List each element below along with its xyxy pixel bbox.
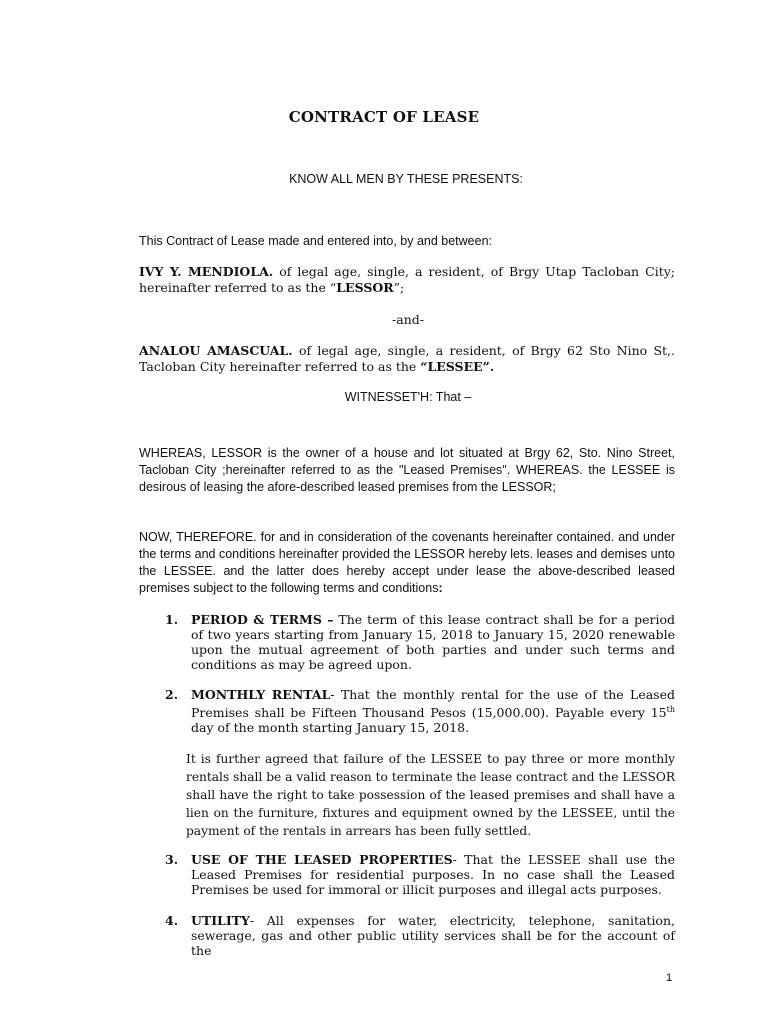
- clause-2: [165, 687, 675, 735]
- lessor-description-end: ”;: [393, 280, 405, 295]
- now-therefore-text: NOW, THEREFORE. for and in consideration of the covenants hereinafter contained. and under the terms and conditions hereinafter provided the LESSOR hereby lets. leases and demises unto the LESSEE. and the latter does hereby accept under lease the above-described leased premises subject to the following terms and conditions: [139, 530, 675, 595]
- and-separator: -and-: [392, 312, 424, 327]
- further-paragraph: It is further agreed that failure of the LESSEE to pay three or more monthly rentals shall be a valid reason to terminate the lease contract and the LESSOR shall have the right to take possession of the leased premises and shall have a lien on the furniture, fixtures and equipment owned by the LESSEE, until the payment of the rentals in arrears has been fully settled.: [186, 752, 675, 838]
- now-therefore-paragraph: [139, 529, 675, 597]
- page-number: 1: [666, 972, 673, 984]
- clause-2-superscript: th: [666, 705, 675, 714]
- clause-1: [165, 612, 675, 672]
- clause-2-heading: MONTHLY RENTAL: [191, 687, 331, 702]
- presents-heading: KNOW ALL MEN BY THESE PRESENTS:: [289, 172, 523, 186]
- clause-4-heading: UTILITY: [191, 913, 250, 928]
- document-title: CONTRACT OF LEASE: [288, 108, 480, 126]
- now-therefore-colon: :: [438, 581, 443, 595]
- clause-2-number: 2.: [165, 687, 179, 702]
- lessee-paragraph: [139, 343, 675, 375]
- clause-4: [165, 913, 675, 958]
- lessee-name: ANALOU AMASCUAL.: [139, 343, 293, 358]
- lessor-description: of legal age, single, a resident, of Brgy Utap Tacloban City; hereinafter referred to as the “: [139, 264, 675, 295]
- intro-paragraph: This Contract of Lease made and entered into, by and between:: [139, 234, 493, 248]
- clause-2-text-end: day of the month starting January 15, 2018.: [191, 720, 470, 736]
- clause-3-heading: USE OF THE LEASED PROPERTIES: [191, 852, 453, 867]
- lessor-name: IVY Y. MENDIOLA.: [139, 264, 274, 279]
- clause-4-number: 4.: [165, 913, 179, 928]
- lessor-paragraph: [139, 264, 675, 296]
- clause-1-text: The term of this lease contract shall be for a period of two years starting from January 15, 2018 to January 15, 2020 renewable upon the mutual agreement of both parties and under such terms and conditions as may be agreed upon.: [191, 612, 675, 672]
- clause-4-text: - All expenses for water, electricity, telephone, sanitation, sewerage, gas and other public utility services shall be for the account of the: [191, 913, 675, 958]
- clause-3: [165, 852, 675, 897]
- clause-1-number: 1.: [165, 612, 179, 627]
- lessee-role: “LESSEE”.: [420, 359, 495, 374]
- clause-3-number: 3.: [165, 852, 179, 867]
- witnesseth-line: WITNESSET'H: That –: [344, 390, 472, 404]
- lessor-role: LESSOR: [336, 280, 394, 295]
- lessee-description: of legal age, single, a resident, of Brgy 62 Sto Nino St,. Tacloban City hereinafter referred to as the: [139, 343, 675, 374]
- clause-1-heading: PERIOD & TERMS –: [191, 612, 334, 627]
- clause-2-text: - That the monthly rental for the use of the Leased Premises shall be Fifteen Thousand Pesos (15,000.00). Payable every 15: [191, 687, 675, 721]
- clause-3-text: - That the LESSEE shall use the Leased Premises for residential purposes. In no case shall the Leased Premises be used for immoral or illicit purposes and illegal acts purposes.: [191, 852, 676, 897]
- whereas-paragraph: WHEREAS, LESSOR is the owner of a house and lot situated at Brgy 62, Sto. Nino Street, Tacloban City ;hereinafter referred to as the "Leased Premises". WHEREAS. the LESSEE is desirous of leasing the afore-described leased premises from the LESSOR;: [139, 446, 675, 494]
